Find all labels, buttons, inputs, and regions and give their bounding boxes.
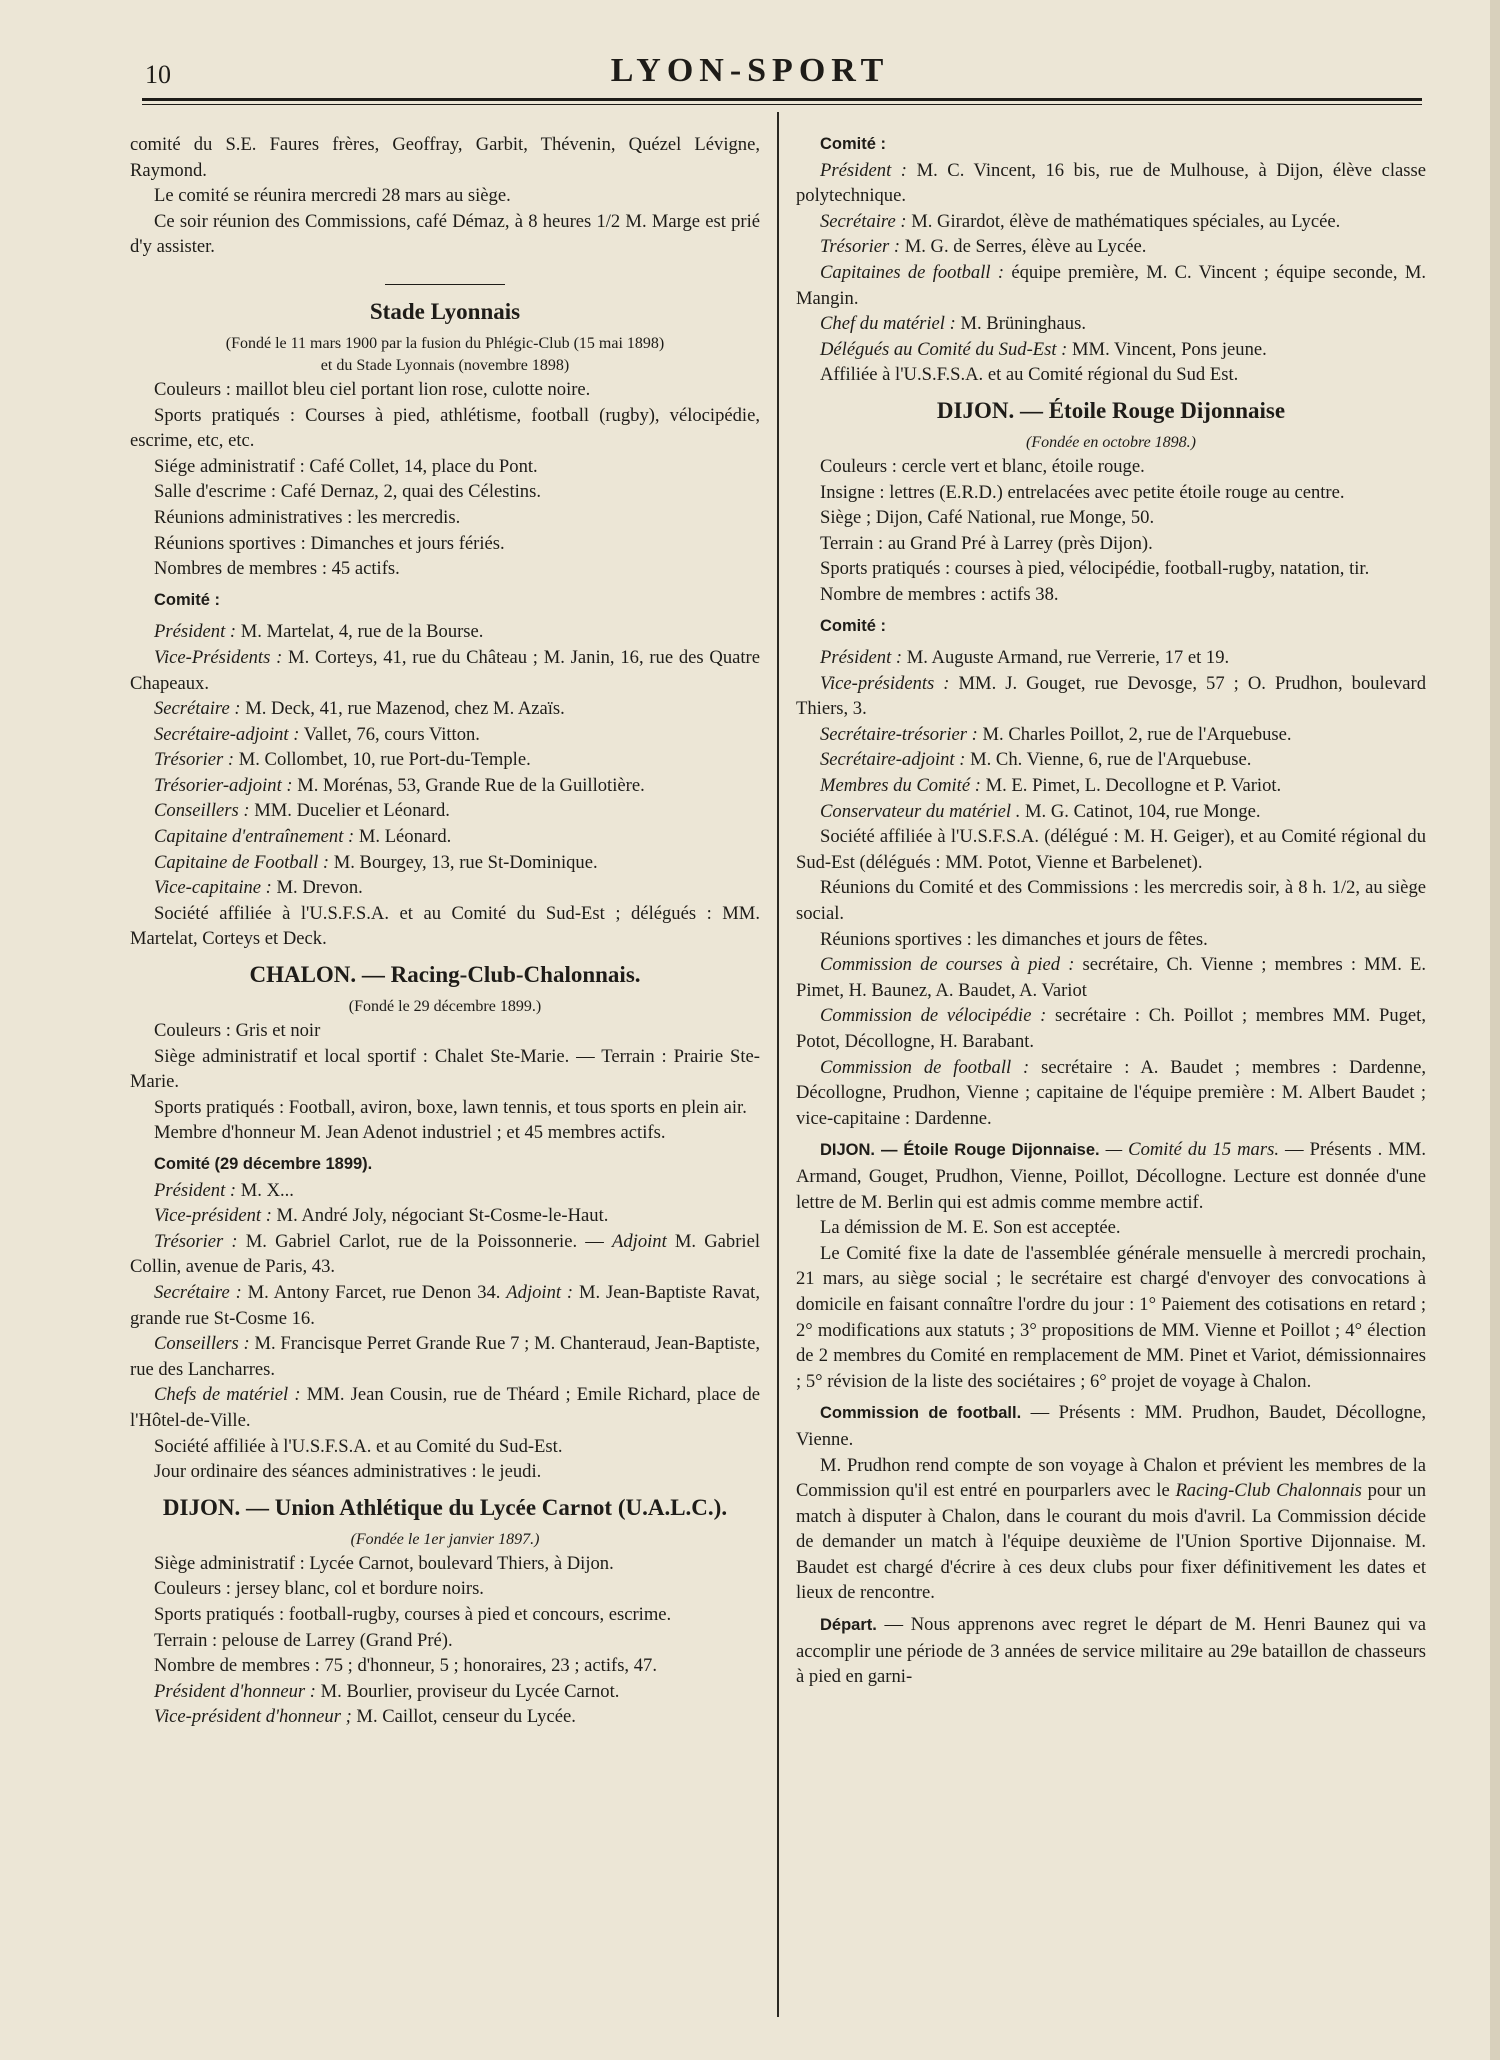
news-paragraph: Commission de football. — Présents : MM. Prudhon, Baudet, Décollogne, Vienne. [796, 1402, 1426, 1450]
paragraph: comité du S.E. Faures frères, Geoffray, Garbit, Thévenin, Quézel Lévigne, Raymond. [130, 134, 760, 181]
committee-line: Membres du Comité : M. E. Pimet, L. Decollogne et P. Variot. [820, 775, 1282, 797]
news-paragraph: M. Prudhon rend compte de son voyage à Chalon et prévient les membres de la Commission qu'il est entré en pourparlers avec le Racing-Club Chalonnais pour un match à disputer à Chalon, dans le courant du mois d'avril. La Commission décide de demander un match à l'équipe deuxième de l'Union Sportive Dijonnaise. M. Baudet est chargé d'écrire à ces deux clubs pour fixer définitivement les dates et lieux de rencontre. [796, 1454, 1427, 1604]
section-subtitle: et du Stade Lyonnais (novembre 1898) [320, 356, 570, 374]
info-line: Siège administratif et local sportif : Chalet Ste-Marie. — Terrain : Prairie Ste-Marie. [130, 1045, 760, 1093]
info-line: Réunions administratives : les mercredis. [154, 506, 461, 528]
left-column [130, 132, 760, 1730]
info-line: Membre d'honneur M. Jean Adenot industriel ; et 45 membres actifs. [154, 1122, 666, 1144]
committee-line: Commission de vélocipédie : secrétaire : Ch. Poillot ; membres MM. Puget, Potot, Décollogne, H. Barabant. [796, 1005, 1426, 1052]
committee-line: Chefs de matériel : MM. Jean Cousin, rue de Théard ; Emile Richard, place de l'Hôtel-de-Ville. [130, 1384, 760, 1431]
committee-line: Capitaines de football : équipe première, M. C. Vincent ; équipe seconde, M. Mangin. [796, 261, 1426, 309]
committee-line: Président : M. Auguste Armand, rue Verrerie, 17 et 19. [820, 647, 1230, 669]
committee-line: Commission de courses à pied : secrétaire, Ch. Vienne ; membres : MM. E. Pimet, H. Baunez, A. Baudet, A. Variot [796, 954, 1426, 1001]
committee-line: Vice-président d'honneur ; M. Caillot, censeur du Lycée. [154, 1706, 576, 1728]
info-line: Siège ; Dijon, Café National, rue Monge, 50. [820, 507, 1155, 529]
info-line: Société affiliée à l'U.S.F.S.A. (délégué : M. H. Geiger), et au Comité régional du Sud-Est (délégués : MM. Potot, Vienne et Barbelenet). [796, 826, 1426, 873]
info-line: Couleurs : cercle vert et blanc, étoile rouge. [820, 455, 1145, 477]
committee-line: Conservateur du matériel . M. G. Catinot, 104, rue Monge. [820, 800, 1261, 822]
news-paragraph: La démission de M. E. Son est acceptée. [820, 1217, 1121, 1239]
info-line: Couleurs : Gris et noir [154, 1020, 321, 1042]
info-line: Société affiliée à l'U.S.F.S.A. et au Comité du Sud-Est. [154, 1435, 563, 1457]
info-line: Nombre de membres : actifs 38. [820, 583, 1059, 605]
info-line: Couleurs : maillot bleu ciel portant lion rose, culotte noire. [154, 378, 591, 400]
committee-line: Délégués au Comité du Sud-Est : MM. Vincent, Pons jeune. [820, 338, 1267, 360]
committee-line: Secrétaire : M. Deck, 41, rue Mazenod, chez M. Azaïs. [154, 698, 565, 720]
info-line: Terrain : au Grand Pré à Larrey (près Dijon). [820, 532, 1153, 554]
committee-heading: Comité : [820, 135, 886, 153]
info-line: Réunions sportives : Dimanches et jours fériés. [154, 532, 505, 554]
info-line: Réunions sportives : les dimanches et jours de fêtes. [820, 928, 1208, 950]
page-header [0, 0, 1500, 110]
right-column [796, 132, 1426, 1690]
committee-line: Président : M. C. Vincent, 16 bis, rue de Mulhouse, à Dijon, élève classe polytechnique. [796, 159, 1426, 207]
committee-line: Secrétaire : M. Girardot, élève de mathématiques spéciales, au Lycée. [820, 210, 1341, 232]
committee-line: Commission de football : secrétaire : A. Baudet ; membres : Dardenne, Décollogne, Prudhon, Vienne ; capitaine de l'équipe première : M. Albert Baudet ; vice-capitaine : Dardenne. [796, 1056, 1426, 1129]
committee-line: Vice-capitaine : M. Drevon. [154, 877, 363, 899]
committee-line: Président d'honneur : M. Bourlier, proviseur du Lycée Carnot. [154, 1680, 620, 1702]
page-edge [1490, 0, 1500, 2060]
info-line: Sports pratiqués : courses à pied, vélocipédie, football-rugby, natation, tir. [820, 558, 1370, 580]
info-line: Jour ordinaire des séances administratives : le jeudi. [154, 1461, 542, 1483]
committee-line: Chef du matériel : M. Brüninghaus. [820, 313, 1086, 335]
committee-line: Trésorier : M. Collombet, 10, rue Port-du-Temple. [154, 749, 531, 771]
info-line: Terrain : pelouse de Larrey (Grand Pré). [154, 1629, 453, 1651]
info-line: Société affiliée à l'U.S.F.S.A. et au Comité du Sud-Est ; délégués : MM. Martelat, Corteys et Deck. [130, 902, 760, 950]
committee-line: Secrétaire : M. Antony Farcet, rue Denon 34. Adjoint : M. Jean-Baptiste Ravat, grande rue St-Cosme 16. [130, 1281, 761, 1329]
committee-line: Conseillers : MM. Ducelier et Léonard. [154, 800, 450, 822]
info-line: Sports pratiqués : Courses à pied, athlétisme, football (rugby), vélocipédie, escrime, etc, etc. [130, 404, 760, 452]
info-line: Nombres de membres : 45 actifs. [154, 558, 400, 580]
section-subtitle: (Fondé le 29 décembre 1899.) [348, 998, 542, 1016]
committee-line: Vice-Présidents : M. Corteys, 41, rue du Château ; M. Janin, 16, rue des Quatre Chapeaux. [130, 646, 760, 694]
info-line: Nombre de membres : 75 ; d'honneur, 5 ; honoraires, 23 ; actifs, 47. [154, 1655, 657, 1677]
info-line: Insigne : lettres (E.R.D.) entrelacées avec petite étoile rouge au centre. [820, 481, 1345, 503]
committee-line: Vice-président : M. André Joly, négociant St-Cosme-le-Haut. [154, 1205, 609, 1227]
info-line: Siége administratif : Café Collet, 14, place du Pont. [154, 455, 538, 477]
section-subtitle: (Fondée en octobre 1898.) [1025, 433, 1196, 451]
committee-line: Secrétaire-trésorier : M. Charles Poillot, 2, rue de l'Arquebuse. [820, 723, 1292, 745]
column-divider [777, 112, 779, 2017]
committee-line: Vice-présidents : MM. J. Gouget, rue Devosge, 57 ; O. Prudhon, boulevard Thiers, 3. [796, 672, 1426, 720]
paragraph: Ce soir réunion des Commissions, café Démaz, à 8 heures 1/2 M. Marge est prié d'y assister. [130, 210, 760, 258]
section-subtitle: (Fondée le 1er janvier 1897.) [350, 1530, 540, 1548]
committee-line: Trésorier : M. Gabriel Carlot, rue de la Poissonnerie. — Adjoint M. Gabriel Collin, avenue de Paris, 43. [130, 1230, 760, 1278]
committee-line: Conseillers : M. Francisque Perret Grande Rue 7 ; M. Chanteraud, Jean-Baptiste, rue des Lancharres. [130, 1333, 760, 1380]
section-title-erd: DIJON. — Étoile Rouge Dijonnaise [936, 397, 1286, 423]
news-paragraph: Départ. — Nous apprenons avec regret le départ de M. Henri Baunez qui va accomplir une période de 3 années de service militaire au 29e bataillon de chasseurs à pied en garni- [796, 1614, 1426, 1688]
committee-line: Capitaine d'entraînement : M. Léonard. [154, 826, 452, 848]
committee-heading: Comité (29 décembre 1899). [154, 1155, 373, 1173]
committee-line: Secrétaire-adjoint : Vallet, 76, cours Vitton. [154, 723, 480, 745]
committee-line: Trésorier-adjoint : M. Morénas, 53, Grande Rue de la Guillotière. [154, 774, 645, 796]
committee-line: Capitaine de Football : M. Bourgey, 13, rue St-Dominique. [154, 851, 598, 873]
info-line: Réunions du Comité et des Commissions : les mercredis soir, à 8 h. 1/2, au siège social. [796, 877, 1426, 925]
info-line: Sports pratiqués : Football, aviron, boxe, lawn tennis, et tous sports en plein air. [154, 1096, 747, 1118]
info-line: Affiliée à l'U.S.F.S.A. et au Comité régional du Sud Est. [820, 364, 1239, 386]
info-line: Salle d'escrime : Café Dernaz, 2, quai des Célestins. [154, 481, 541, 503]
info-line: Siège administratif : Lycée Carnot, boulevard Thiers, à Dijon. [154, 1552, 614, 1574]
section-title-chalon: CHALON. — Racing-Club-Chalonnais. [249, 962, 641, 988]
committee-line: Secrétaire-adjoint : M. Ch. Vienne, 6, rue de l'Arquebuse. [820, 749, 1252, 771]
committee-line: Président : M. X... [154, 1179, 294, 1201]
committee-heading: Comité : [154, 590, 220, 609]
committee-line: Trésorier : M. G. de Serres, élève au Lycée. [820, 236, 1147, 258]
paragraph: Le comité se réunira mercredi 28 mars au siège. [154, 185, 511, 207]
info-line: Sports pratiqués : football-rugby, courses à pied et concours, escrime. [154, 1603, 672, 1625]
header-rule [142, 98, 1422, 101]
news-paragraph: DIJON. — Étoile Rouge Dijonnaise. — Comité du 15 mars. — Présents . MM. Armand, Gouget, Prudhon, Vienne, Poillot, Décollogne. Lecture est donnée d'une lettre de M. Berlin qui est admis comme membre actif. [796, 1139, 1426, 1213]
committee-line: Président : M. Martelat, 4, rue de la Bourse. [154, 621, 484, 643]
committee-heading: Comité : [820, 616, 886, 635]
journal-title: LYON-SPORT [610, 52, 890, 89]
header-rule-thin [142, 104, 1422, 105]
section-title-dijon-ualc: DIJON. — Union Athlétique du Lycée Carnot (U.A.L.C.). [162, 1494, 728, 1520]
info-line: Couleurs : jersey blanc, col et bordure noirs. [154, 1578, 484, 1600]
page-number: 10 [145, 60, 171, 89]
news-paragraph: Le Comité fixe la date de l'assemblée générale mensuelle à mercredi prochain, 21 mars, au siège social ; le secrétaire est chargé d'envoyer des convocations à domicile en faisant connaître l'ordre du jour : 1° Paiement des cotisations en retard ; 2° modifications aux statuts ; 3° propositions de MM. Vienne et Poillot ; 4° élection de 2 membres du Comité en remplacement de MM. Pinet et Variot, démissionnaires ; 5° révision de la liste des sociétaires ; 6° projet de voyage à Chalon. [796, 1242, 1426, 1392]
section-subtitle: (Fondé le 11 mars 1900 par la fusion du Phlégic-Club (15 mai 1898) [225, 334, 665, 352]
section-title-stade-lyonnais: Stade Lyonnais [369, 298, 521, 324]
section-divider [385, 284, 505, 285]
